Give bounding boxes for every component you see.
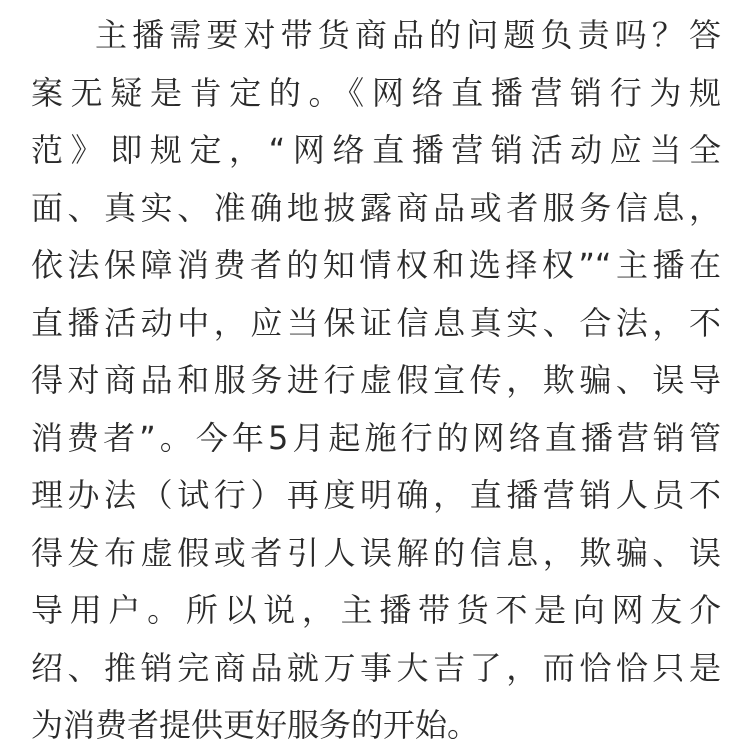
text-line-7: 得对商品和服务进行虚假宣传，欺骗、误导	[31, 361, 721, 399]
text-line-1: 主播需要对带货商品的问题负责吗？答	[95, 16, 721, 54]
text-line-3: 范》即规定，“网络直播营销活动应当全	[31, 131, 721, 169]
text-line-11: 导用户。所以说，主播带货不是向网友介	[31, 591, 721, 629]
text-line-4: 面、真实、准确地披露商品或者服务信息，	[31, 188, 721, 227]
text-line-10: 得发布虚假或者引人误解的信息，欺骗、误	[31, 533, 721, 572]
text-line-5: 依法保障消费者的知情权和选择权”“主播在	[31, 246, 721, 284]
text-line-9: 理办法（试行）再度明确，直播营销人员不	[31, 476, 721, 514]
text-line-13: 为消费者提供更好服务的开始。	[31, 706, 480, 744]
text-line-6: 直播活动中，应当保证信息真实、合法，不	[31, 303, 721, 342]
text-line-12: 绍、推销完商品就万事大吉了，而恰恰只是	[31, 648, 721, 687]
text-line-2: 案无疑是肯定的。《网络直播营销行为规	[31, 73, 721, 112]
text-line-8: 消费者”。今年5月起施行的网络直播营销管	[31, 418, 721, 457]
article-paragraph	[31, 7, 721, 755]
